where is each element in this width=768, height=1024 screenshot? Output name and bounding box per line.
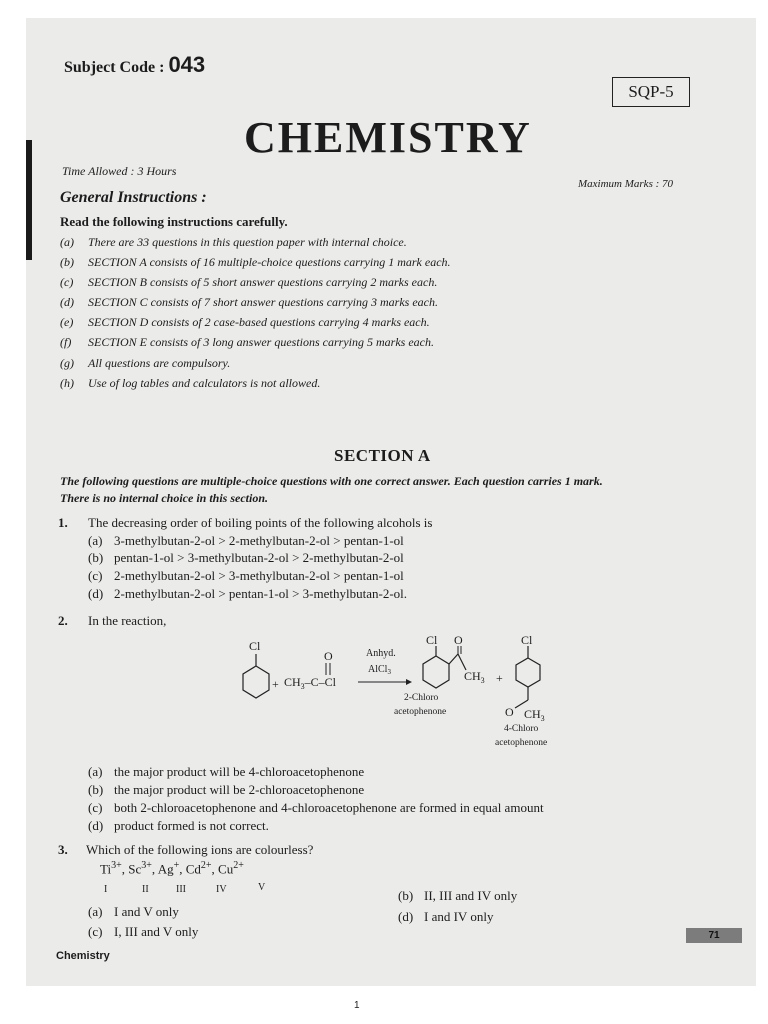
ketone-oxygen: O — [505, 705, 514, 719]
chloro-label: Cl — [426, 633, 438, 647]
instruction-item: (b) SECTION A consists of 16 multiple-choice questions carrying 1 mark each. — [60, 255, 451, 269]
question-text: Which of the following ions are colourless? — [86, 842, 314, 857]
roman-numeral: I — [104, 884, 108, 895]
plus-sign: + — [496, 671, 503, 685]
question-number: 2. — [58, 613, 68, 628]
roman-numeral: IV — [216, 884, 227, 895]
section-a-intro: The following questions are multiple-choice questions with one correct answer. Each question carries 1 mark. — [60, 474, 603, 488]
option: (d) 2-methylbutan-2-ol > pentan-1-ol > 3-methylbutan-2-ol. — [88, 586, 408, 601]
option: (a) I and V only — [88, 904, 179, 919]
roman-numeral: II — [142, 884, 149, 895]
subject-code-label: Subject Code : — [64, 59, 169, 76]
time-allowed: Time Allowed : 3 Hours — [62, 164, 177, 178]
instruction-item: (g) All questions are compulsory. — [60, 356, 231, 370]
section-a-intro: There is no internal choice in this section. — [60, 491, 269, 505]
instructions-heading: General Instructions : — [60, 189, 207, 206]
product-name: acetophenone — [495, 738, 548, 748]
subject-code-value: 043 — [168, 52, 206, 77]
ion-list: $Ti^{3+}$, $Sc^{3+}$, Ag+, $Cd^{2+}$, $Cu^{2+}$ — [100, 860, 244, 877]
chloro-label: Cl — [521, 633, 533, 647]
instructions-read: Read the following instructions carefully. — [60, 214, 288, 229]
paper-title: CHEMISTRY — [244, 113, 532, 162]
reaction-scheme — [220, 630, 580, 754]
question-number: 1. — [58, 515, 68, 530]
subject-code — [64, 52, 205, 78]
product-name: acetophenone — [394, 707, 447, 717]
question-number: 3. — [58, 842, 68, 857]
reagent-top: Anhyd. — [366, 648, 396, 659]
option: (b) II, III and IV only — [398, 888, 518, 903]
reagent-bottom: AlCl$_3$ — [368, 664, 391, 676]
option: (c) 2-methylbutan-2-ol > 3-methylbutan-2-ol > pentan-1-ol — [88, 568, 404, 583]
acyl-oxygen: O — [324, 649, 333, 663]
benzene-ring-product-para — [516, 658, 540, 687]
section-a-heading: SECTION A — [334, 446, 431, 465]
benzene-ring-reactant — [243, 666, 269, 698]
instruction-item: (f) SECTION E consists of 3 long answer questions carrying 5 marks each. — [60, 335, 434, 349]
plus-sign: + — [272, 677, 279, 691]
instruction-item: (d) SECTION C consists of 7 short answer questions carrying 3 marks each. — [60, 295, 439, 309]
question-text: The decreasing order of boiling points of the following alcohols is — [88, 515, 433, 530]
benzene-ring-product-ortho — [423, 656, 449, 688]
instruction-item: (a) There are 33 questions in this question paper with internal choice. — [60, 235, 407, 249]
instruction-item: (e) SECTION D consists of 2 case-based questions carrying 4 marks each. — [60, 315, 430, 329]
scan-edge-shadow — [26, 140, 32, 260]
methyl-label: $CH_3$ — [464, 669, 485, 685]
pdf-page-number: 1 — [354, 1000, 360, 1011]
option: (b) the major product will be 2-chloroacetophenone — [88, 782, 365, 797]
option: (a) the major product will be 4-chloroacetophenone — [88, 764, 365, 779]
footer-subject: Chemistry — [56, 950, 110, 962]
instruction-item: (c) SECTION B consists of 5 short answer questions carrying 2 marks each. — [60, 275, 438, 289]
acetyl-chloride: $CH_3-C-Cl$ — [284, 675, 337, 691]
product-name: 4-Chloro — [504, 724, 539, 734]
chloro-label: Cl — [249, 639, 261, 653]
option: (b) pentan-1-ol > 3-methylbutan-2-ol > 2-methylbutan-2-ol — [88, 550, 404, 565]
ketone-oxygen: O — [454, 633, 463, 647]
option: (c) both 2-chloroacetophenone and 4-chloroacetophenone are formed in equal amount — [88, 800, 544, 815]
instruction-item: (h) Use of log tables and calculators is not allowed. — [60, 376, 321, 390]
product-name: 2-Chloro — [404, 693, 439, 703]
option: (c) I, III and V only — [88, 924, 199, 939]
page-number-badge: 71 — [686, 928, 742, 943]
question-text: In the reaction, — [88, 613, 167, 628]
maximum-marks: Maximum Marks : 70 — [578, 178, 674, 190]
paper-code-box: SQP-5 — [612, 77, 690, 107]
option: (d) I and IV only — [398, 909, 494, 924]
methyl-label: $CH_3$ — [524, 707, 545, 723]
option: (d) product formed is not correct. — [88, 818, 269, 833]
option: (a) 3-methylbutan-2-ol > 2-methylbutan-2-ol > pentan-1-ol — [88, 533, 404, 548]
roman-numeral: V — [258, 882, 266, 893]
roman-numeral: III — [176, 884, 186, 895]
